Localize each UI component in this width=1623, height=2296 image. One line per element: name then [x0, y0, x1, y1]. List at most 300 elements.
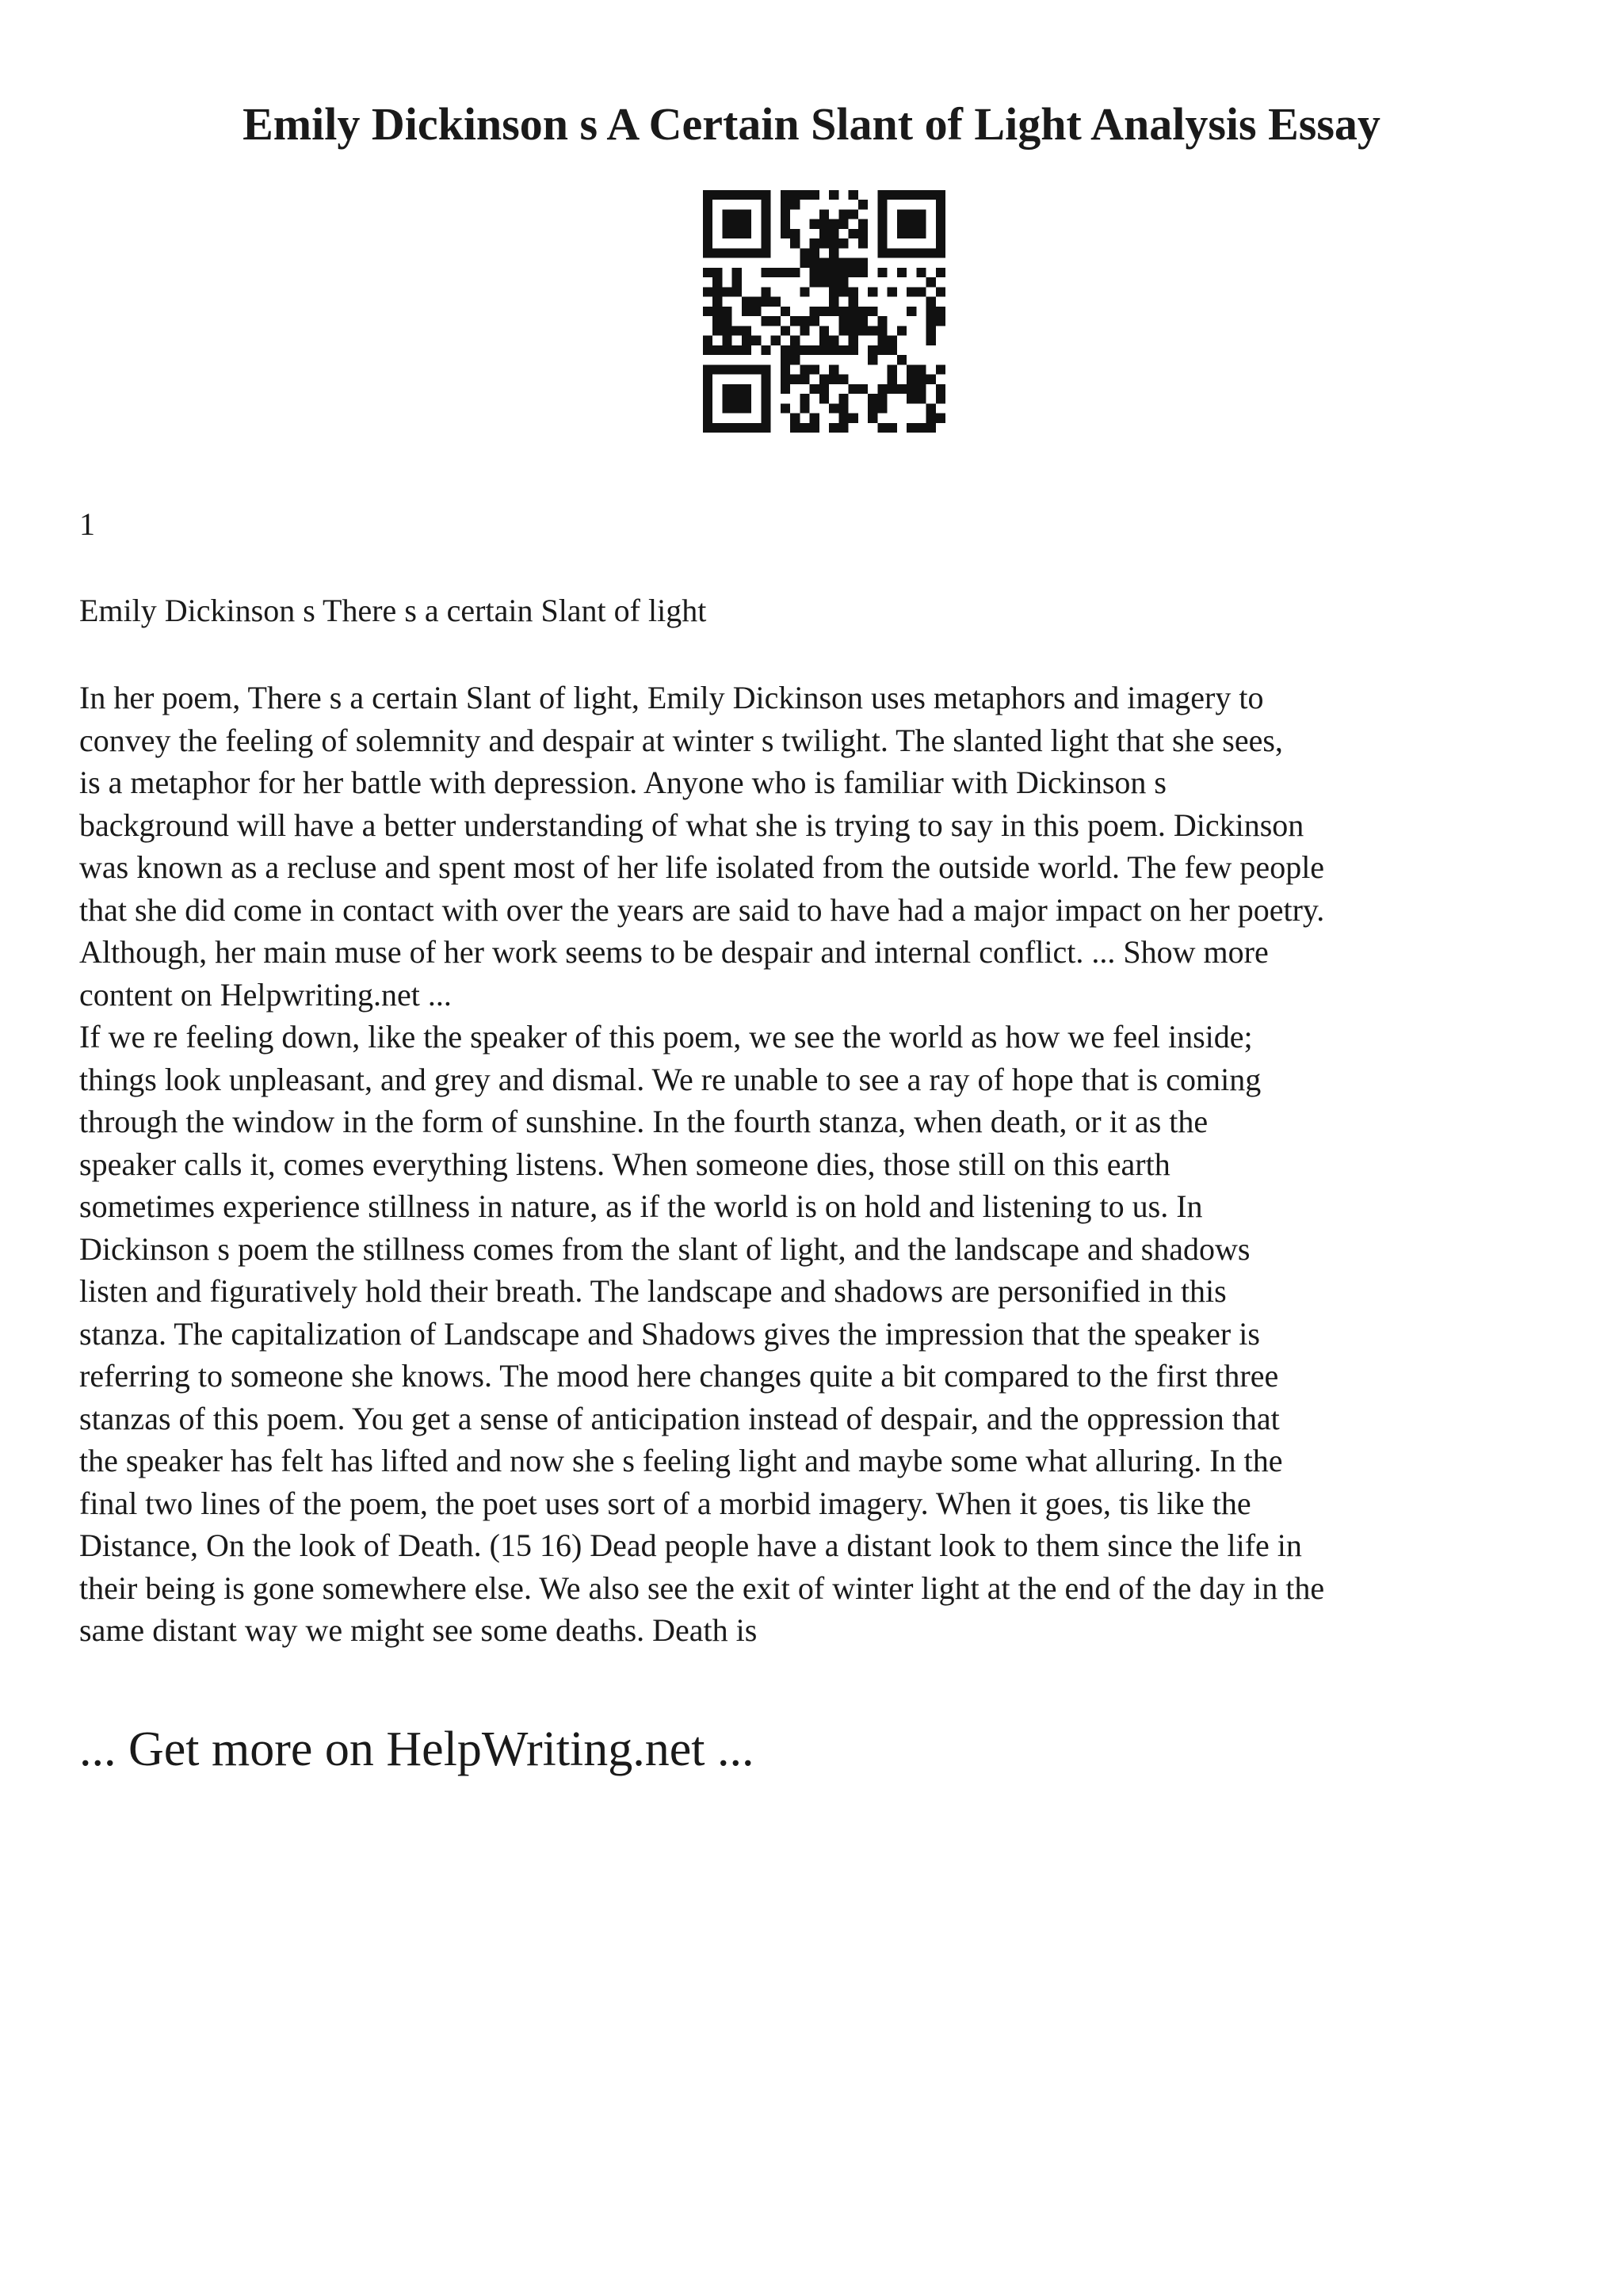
- qr-module: [703, 345, 712, 355]
- qr-module: [838, 316, 848, 326]
- qr-module: [712, 423, 722, 433]
- qr-module: [732, 403, 742, 413]
- qr-module: [926, 248, 936, 257]
- qr-module: [829, 248, 838, 257]
- body-line: same distant way we might see some deaths. Death is: [79, 1612, 758, 1648]
- body-line: speaker calls it, comes everything listens. When someone dies, those still on this earth: [79, 1146, 1170, 1182]
- qr-module: [868, 345, 877, 355]
- qr-module: [849, 345, 858, 355]
- qr-module: [829, 219, 838, 229]
- qr-module: [829, 336, 838, 345]
- qr-module: [829, 238, 838, 248]
- qr-module: [761, 384, 770, 394]
- qr-module: [829, 345, 838, 355]
- qr-module: [732, 248, 742, 257]
- qr-module: [838, 277, 848, 287]
- qr-module: [888, 423, 897, 433]
- qr-module: [916, 190, 926, 200]
- qr-module: [790, 414, 800, 423]
- qr-module: [722, 345, 731, 355]
- qr-module: [703, 364, 712, 374]
- qr-module: [790, 200, 800, 209]
- qr-module: [781, 364, 790, 374]
- qr-module: [703, 248, 712, 257]
- qr-module: [732, 229, 742, 238]
- qr-module: [877, 229, 887, 238]
- qr-module: [790, 190, 800, 200]
- qr-module: [771, 297, 781, 307]
- qr-module: [703, 229, 712, 238]
- qr-module: [722, 364, 731, 374]
- qr-module: [916, 423, 926, 433]
- document-title: Emily Dickinson s A Certain Slant of Light Analysis Essay: [242, 98, 1381, 150]
- qr-module: [916, 229, 926, 238]
- qr-module: [888, 364, 897, 374]
- qr-module: [781, 268, 790, 277]
- qr-module: [703, 403, 712, 413]
- qr-module: [868, 403, 877, 413]
- qr-module: [742, 384, 751, 394]
- body-line: final two lines of the poem, the poet uses sort of a morbid imagery. When it goes, tis like the: [79, 1485, 1251, 1521]
- qr-module: [907, 209, 916, 219]
- qr-module: [761, 364, 770, 374]
- qr-module: [703, 375, 712, 384]
- qr-module: [800, 248, 809, 257]
- qr-module: [742, 394, 751, 403]
- qr-module: [877, 423, 887, 433]
- qr-module: [829, 297, 838, 307]
- qr-module: [829, 277, 838, 287]
- qr-module: [732, 326, 742, 335]
- qr-module: [732, 268, 742, 277]
- qr-module: [742, 345, 751, 355]
- qr-module: [703, 190, 712, 200]
- qr-module: [703, 200, 712, 209]
- qr-module: [877, 316, 887, 326]
- qr-module: [849, 268, 858, 277]
- qr-module: [722, 287, 731, 296]
- qr-module: [888, 336, 897, 345]
- qr-module: [877, 394, 887, 403]
- qr-module: [742, 229, 751, 238]
- qr-module: [888, 287, 897, 296]
- qr-module: [761, 200, 770, 209]
- qr-module: [810, 384, 819, 394]
- qr-module: [810, 268, 819, 277]
- qr-module: [888, 345, 897, 355]
- qr-module: [829, 423, 838, 433]
- qr-module: [732, 287, 742, 296]
- qr-module: [751, 190, 761, 200]
- qr-module: [877, 248, 887, 257]
- qr-module: [712, 297, 722, 307]
- qr-module: [722, 423, 731, 433]
- qr-module: [781, 355, 790, 364]
- qr-module: [877, 209, 887, 219]
- qr-module: [829, 258, 838, 268]
- qr-module: [838, 394, 848, 403]
- qr-module: [907, 375, 916, 384]
- qr-module: [838, 307, 848, 316]
- qr-module: [829, 287, 838, 296]
- qr-module: [761, 209, 770, 219]
- qr-module: [761, 297, 770, 307]
- qr-module: [810, 258, 819, 268]
- qr-module: [742, 403, 751, 413]
- qr-module: [781, 190, 790, 200]
- qr-module: [722, 403, 731, 413]
- qr-module: [916, 268, 926, 277]
- qr-module: [781, 307, 790, 316]
- qr-module: [819, 229, 829, 238]
- qr-module: [849, 336, 858, 345]
- qr-module: [751, 297, 761, 307]
- qr-module: [829, 307, 838, 316]
- qr-module: [829, 190, 838, 200]
- qr-module: [751, 336, 761, 345]
- qr-module: [790, 336, 800, 345]
- qr-module: [742, 364, 751, 374]
- qr-module: [897, 384, 907, 394]
- qr-module: [771, 268, 781, 277]
- qr-module: [761, 238, 770, 248]
- qr-module: [810, 414, 819, 423]
- qr-module: [712, 326, 722, 335]
- qr-module: [897, 326, 907, 335]
- qr-module: [761, 423, 770, 433]
- qr-module: [742, 336, 751, 345]
- qr-module: [858, 307, 868, 316]
- get-more-link[interactable]: ... Get more on HelpWriting.net ...: [79, 1722, 754, 1776]
- qr-module: [771, 316, 781, 326]
- qr-module: [722, 248, 731, 257]
- qr-module: [897, 355, 907, 364]
- qr-module: [742, 307, 751, 316]
- qr-module: [907, 190, 916, 200]
- qr-module: [810, 277, 819, 287]
- qr-module: [907, 364, 916, 374]
- qr-module: [868, 414, 877, 423]
- qr-module: [800, 316, 809, 326]
- body-line: convey the feeling of solemnity and despair at winter s twilight. The slanted light that she sees,: [79, 722, 1283, 758]
- qr-module: [732, 209, 742, 219]
- qr-module: [790, 423, 800, 433]
- qr-module: [849, 209, 858, 219]
- qr-module: [926, 375, 936, 384]
- page-number: 1: [79, 506, 95, 542]
- qr-module: [868, 326, 877, 335]
- qr-module: [838, 403, 848, 413]
- qr-module: [742, 326, 751, 335]
- qr-module: [819, 326, 829, 335]
- qr-module: [849, 258, 858, 268]
- qr-module: [936, 209, 945, 219]
- qr-module: [888, 384, 897, 394]
- qr-module: [712, 277, 722, 287]
- qr-module: [722, 316, 731, 326]
- qr-module: [742, 190, 751, 200]
- body-line: things look unpleasant, and grey and dismal. We re unable to see a ray of hope that is coming: [79, 1061, 1262, 1097]
- qr-module: [722, 307, 731, 316]
- body-line: Although, her main muse of her work seems to be despair and internal conflict. ... Show more: [79, 934, 1269, 970]
- qr-module: [819, 375, 829, 384]
- qr-module: [800, 326, 809, 335]
- qr-module: [703, 384, 712, 394]
- qr-module: [800, 345, 809, 355]
- qr-module: [800, 364, 809, 374]
- qr-module: [877, 403, 887, 413]
- qr-module: [849, 297, 858, 307]
- qr-module: [829, 364, 838, 374]
- qr-module: [703, 219, 712, 229]
- qr-module: [838, 219, 848, 229]
- qr-module: [819, 268, 829, 277]
- qr-module: [761, 316, 770, 326]
- qr-module: [722, 190, 731, 200]
- qr-module: [703, 414, 712, 423]
- qr-module: [936, 200, 945, 209]
- qr-module: [771, 336, 781, 345]
- body-line: that she did come in contact with over the years are said to have had a major impact on her poetry.: [79, 891, 1325, 928]
- qr-module: [790, 229, 800, 238]
- qr-module: [877, 238, 887, 248]
- qr-module: [781, 219, 790, 229]
- qr-module: [916, 219, 926, 229]
- qr-module: [800, 375, 809, 384]
- qr-module: [907, 248, 916, 257]
- qr-module: [838, 287, 848, 296]
- qr-module: [907, 394, 916, 403]
- qr-module: [858, 200, 868, 209]
- qr-module: [838, 414, 848, 423]
- qr-module: [819, 336, 829, 345]
- qr-module: [868, 355, 877, 364]
- qr-module: [916, 394, 926, 403]
- qr-module: [858, 316, 868, 326]
- qr-module: [800, 394, 809, 403]
- qr-module: [800, 190, 809, 200]
- qr-module: [751, 364, 761, 374]
- body-line: was known as a recluse and spent most of her life isolated from the outside world. The few people: [79, 849, 1325, 885]
- body-line: sometimes experience stillness in nature, as if the world is on hold and listening to us. In: [79, 1188, 1203, 1224]
- qr-module: [712, 364, 722, 374]
- qr-module: [761, 229, 770, 238]
- qr-module: [926, 403, 936, 413]
- qr-module: [936, 238, 945, 248]
- qr-module: [732, 190, 742, 200]
- qr-module: [781, 200, 790, 209]
- qr-module: [936, 307, 945, 316]
- qr-module: [761, 190, 770, 200]
- qr-module: [916, 248, 926, 257]
- qr-module: [761, 268, 770, 277]
- qr-module: [829, 375, 838, 384]
- qr-module: [819, 209, 829, 219]
- qr-module: [712, 307, 722, 316]
- qr-module: [742, 297, 751, 307]
- qr-code-graphic: [703, 190, 945, 433]
- qr-module: [781, 326, 790, 335]
- qr-module: [897, 190, 907, 200]
- qr-module: [742, 248, 751, 257]
- qr-module: [819, 394, 829, 403]
- qr-module: [849, 316, 858, 326]
- qr-module: [732, 364, 742, 374]
- qr-module: [858, 326, 868, 335]
- qr-module: [907, 307, 916, 316]
- qr-module: [936, 364, 945, 374]
- qr-module: [888, 375, 897, 384]
- qr-module: [877, 200, 887, 209]
- qr-module: [838, 345, 848, 355]
- qr-module: [722, 394, 731, 403]
- qr-module: [936, 414, 945, 423]
- qr-module: [858, 268, 868, 277]
- qr-module: [790, 238, 800, 248]
- qr-module: [819, 258, 829, 268]
- qr-module: [722, 384, 731, 394]
- qr-module: [712, 287, 722, 296]
- qr-module: [868, 394, 877, 403]
- qr-module: [829, 268, 838, 277]
- qr-module: [888, 190, 897, 200]
- body-line: referring to someone she knows. The mood here changes quite a bit compared to the first three: [79, 1358, 1279, 1394]
- qr-module: [761, 403, 770, 413]
- qr-module: [800, 287, 809, 296]
- body-line-link[interactable]: content on Helpwriting.net ...: [79, 976, 452, 1013]
- qr-module: [877, 345, 887, 355]
- qr-module: [838, 326, 848, 335]
- qr-module: [936, 316, 945, 326]
- qr-module: [926, 316, 936, 326]
- qr-module: [868, 307, 877, 316]
- qr-module: [761, 219, 770, 229]
- qr-module: [761, 375, 770, 384]
- qr-module: [761, 414, 770, 423]
- qr-module: [926, 190, 936, 200]
- qr-module: [810, 316, 819, 326]
- qr-module: [761, 345, 770, 355]
- qr-module: [858, 238, 868, 248]
- qr-module: [838, 268, 848, 277]
- qr-module: [722, 336, 731, 345]
- body-line: In her poem, There s a certain Slant of light, Emily Dickinson uses metaphors and imagery to: [79, 680, 1264, 715]
- qr-module: [858, 384, 868, 394]
- qr-module: [897, 248, 907, 257]
- qr-module: [781, 229, 790, 238]
- qr-module: [897, 209, 907, 219]
- qr-module: [926, 326, 936, 335]
- qr-module: [916, 209, 926, 219]
- qr-module: [732, 423, 742, 433]
- qr-module: [703, 394, 712, 403]
- qr-module: [926, 297, 936, 307]
- qr-module: [781, 403, 790, 413]
- body-line: their being is gone somewhere else. We also see the exit of winter light at the end of the day in the: [79, 1569, 1325, 1606]
- qr-module: [877, 268, 887, 277]
- qr-module: [897, 219, 907, 229]
- qr-module: [722, 229, 731, 238]
- qr-module: [858, 229, 868, 238]
- qr-module: [742, 219, 751, 229]
- body-line: through the window in the form of sunshine. In the fourth stanza, when death, or it as the: [79, 1104, 1209, 1139]
- qr-module: [907, 219, 916, 229]
- qr-module: [751, 248, 761, 257]
- qr-module: [761, 394, 770, 403]
- qr-module: [781, 209, 790, 219]
- qr-module: [916, 384, 926, 394]
- qr-module: [926, 336, 936, 345]
- qr-module: [849, 287, 858, 296]
- qr-module: [810, 345, 819, 355]
- qr-module: [888, 248, 897, 257]
- qr-module: [936, 229, 945, 238]
- qr-module: [897, 229, 907, 238]
- qr-module: [829, 403, 838, 413]
- body-line: listen and figuratively hold their breath. The landscape and shadows are personified in this: [79, 1273, 1227, 1309]
- body-line: is a metaphor for her battle with depression. Anyone who is familiar with Dickinson s: [79, 765, 1167, 800]
- qr-module: [858, 258, 868, 268]
- qr-module: [936, 248, 945, 257]
- qr-module: [703, 307, 712, 316]
- qr-module: [858, 219, 868, 229]
- qr-module: [712, 268, 722, 277]
- qr-module: [829, 229, 838, 238]
- body-line: stanzas of this poem. You get a sense of anticipation instead of despair, and the oppression that: [79, 1400, 1280, 1436]
- qr-module: [819, 384, 829, 394]
- qr-module: [907, 423, 916, 433]
- qr-module: [819, 307, 829, 316]
- qr-module: [877, 326, 887, 335]
- qr-module: [703, 238, 712, 248]
- qr-module: [703, 336, 712, 345]
- qr-module: [838, 375, 848, 384]
- qr-module: [703, 423, 712, 433]
- qr-module: [877, 336, 887, 345]
- qr-module: [800, 258, 809, 268]
- qr-module: [838, 238, 848, 248]
- qr-module: [916, 375, 926, 384]
- qr-module: [849, 384, 858, 394]
- qr-module: [936, 219, 945, 229]
- qr-module: [926, 414, 936, 423]
- qr-module: [781, 345, 790, 355]
- qr-module: [819, 238, 829, 248]
- qr-module: [732, 394, 742, 403]
- qr-module: [849, 307, 858, 316]
- qr-module: [703, 268, 712, 277]
- body-line: Distance, On the look of Death. (15 16) Dead people have a distant look to them since the life in: [79, 1527, 1302, 1563]
- qr-module: [751, 307, 761, 316]
- qr-module: [732, 219, 742, 229]
- qr-module: [936, 190, 945, 200]
- body-line: background will have a better understanding of what she is trying to say in this poem. Dickinson: [79, 807, 1304, 843]
- qr-module: [907, 287, 916, 296]
- qr-module: [800, 423, 809, 433]
- qr-module: [790, 316, 800, 326]
- qr-module: [781, 384, 790, 394]
- qr-module: [732, 345, 742, 355]
- qr-module: [722, 209, 731, 219]
- qr-module: [712, 248, 722, 257]
- qr-module: [742, 423, 751, 433]
- qr-module: [877, 190, 887, 200]
- qr-module: [781, 375, 790, 384]
- qr-module: [800, 403, 809, 413]
- qr-module: [819, 277, 829, 287]
- qr-module: [916, 287, 926, 296]
- qr-module: [810, 364, 819, 374]
